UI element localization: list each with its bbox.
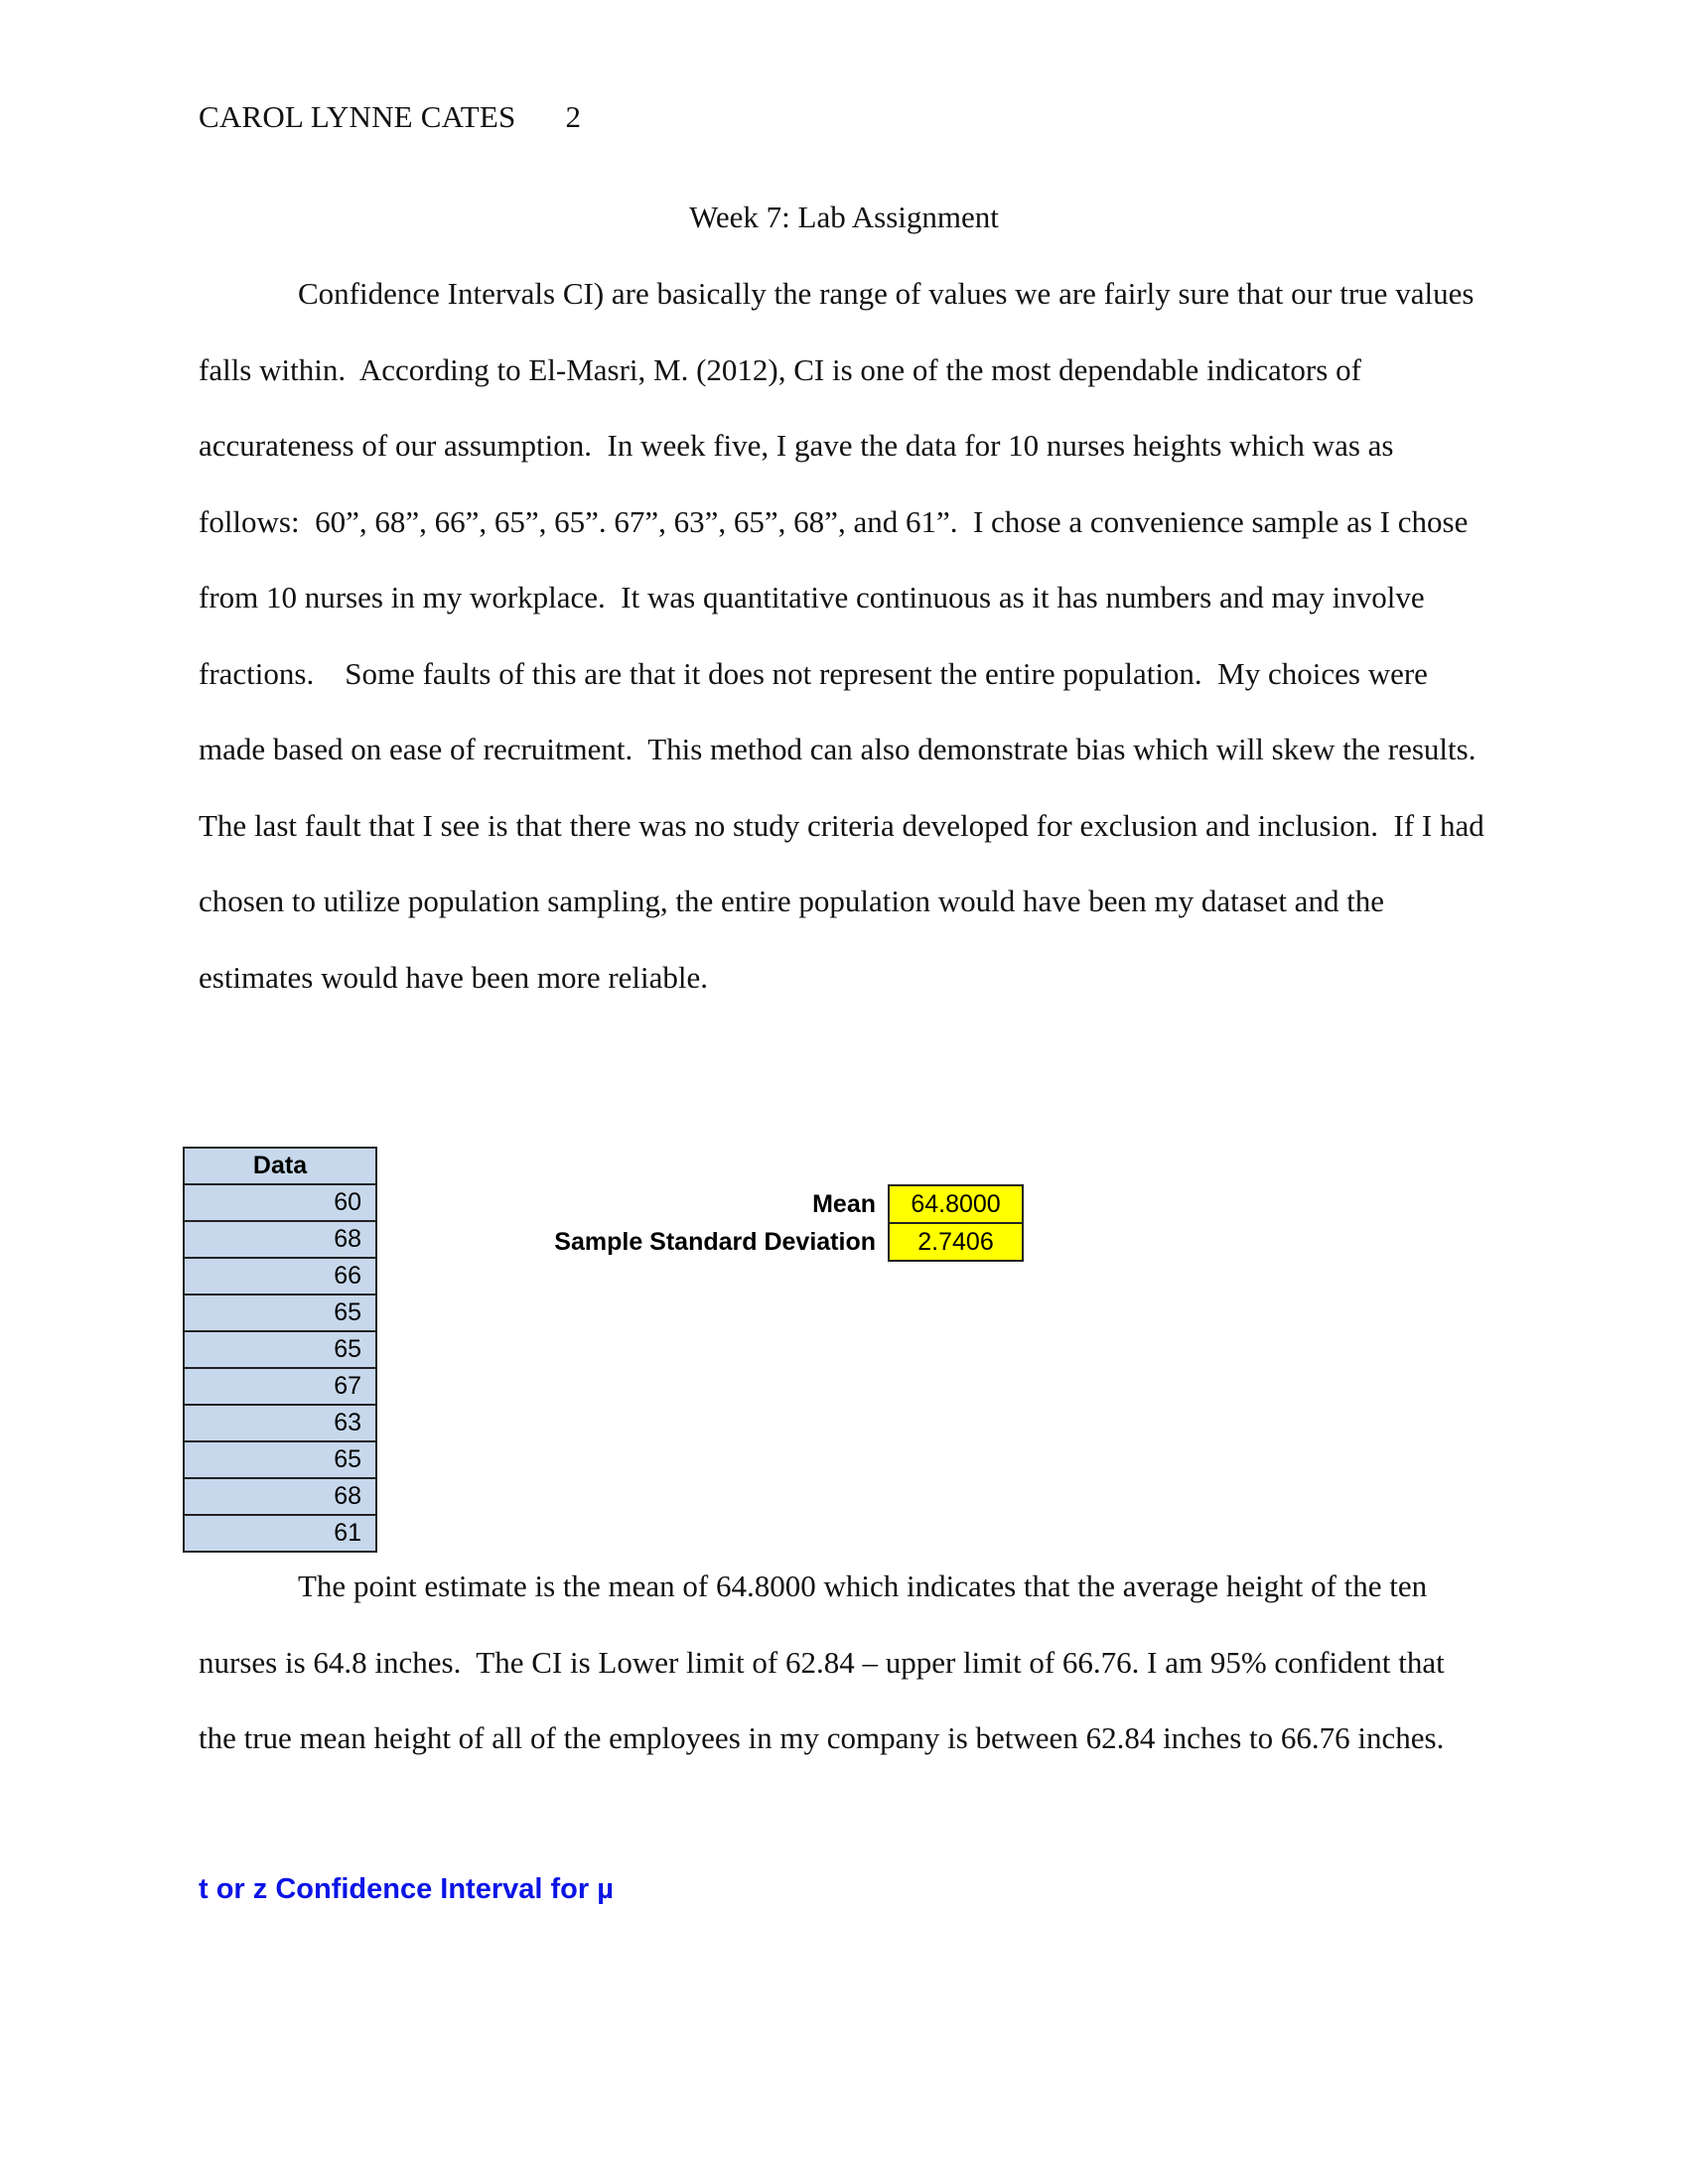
statistics-table bbox=[397, 1184, 1024, 1262]
data-cell: 60 bbox=[184, 1184, 376, 1221]
data-table bbox=[183, 1147, 377, 1553]
data-cell: 65 bbox=[184, 1295, 376, 1331]
data-cell: 67 bbox=[184, 1368, 376, 1405]
mean-label: Mean bbox=[812, 1189, 876, 1218]
data-cell: 68 bbox=[184, 1221, 376, 1258]
running-head bbox=[199, 99, 581, 135]
author-name: CAROL LYNNE CATES bbox=[199, 99, 516, 134]
data-table-header: Data bbox=[184, 1148, 376, 1184]
body-paragraph-2: The point estimate is the mean of 64.8000 which indicates that the average height of the ten nurses is 64.8 inches. The CI is Lower limit of 62.84 – upper limit of 66.76. I am 95% confident that the true mean height of all of the employees in my company is between 62.84 inches to 66.76 inches. bbox=[199, 1569, 1453, 1755]
std-dev-value: 2.7406 bbox=[889, 1223, 1023, 1261]
data-cell: 63 bbox=[184, 1405, 376, 1441]
data-cell: 65 bbox=[184, 1331, 376, 1368]
data-cell: 61 bbox=[184, 1515, 376, 1552]
data-cell: 68 bbox=[184, 1478, 376, 1515]
data-cell: 66 bbox=[184, 1258, 376, 1295]
body-paragraph-1: Confidence Intervals CI) are basically the range of values we are fairly sure that our true values falls within. According to El-Masri, M. (2012), CI is one of the most dependable indicators of accurateness of our assumption. In week five, I gave the data for 10 nurses heights which was as follows: 60”, 68”, 66”, 65”, 65”. 67”, 63”, 65”, 68”, and 61”. I chose a convenience sample as I chose from 10 nurses in my workplace. It was quantitative continuous as it has numbers and may involve fractions. Some faults of this are that it does not represent the entire population. My choices were made based on ease of recruitment. This method can also demonstrate bias which will skew the results. The last fault that I see is that there was no study criteria developed for exclusion and inclusion. If I had chosen to utilize population sampling, the entire population would have been my dataset and the estimates would have been more reliable. bbox=[199, 276, 1492, 995]
confidence-interval-heading: t or z Confidence Interval for µ bbox=[199, 1873, 614, 1905]
page-title: Week 7: Lab Assignment bbox=[689, 200, 999, 234]
std-dev-label: Sample Standard Deviation bbox=[554, 1227, 876, 1256]
page-number: 2 bbox=[565, 99, 582, 134]
data-cell: 65 bbox=[184, 1441, 376, 1478]
mean-value: 64.8000 bbox=[889, 1185, 1023, 1223]
